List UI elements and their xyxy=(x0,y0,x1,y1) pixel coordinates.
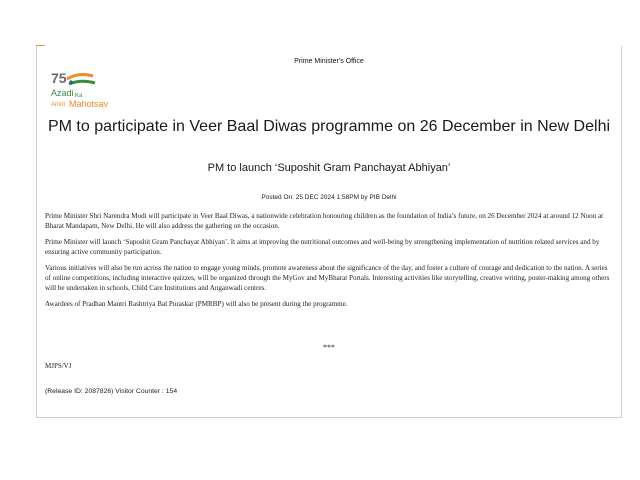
body-paragraph: Awardees of Pradhan Mantri Rashtriya Bal Puraskar (PMRBP) will also be present during the programme. xyxy=(45,299,348,308)
logo-line2: Mahotsav xyxy=(69,99,109,109)
body-paragraph: Various initiatives will also be run across the nation to engage young minds, promote awareness about the significance of the day, and foster a culture of courage and dedication to the nation. A series of online competitions, including interactive quizzes, will be organized through the MyGov and MyBharat Portals. Interesting activities like storytelling, creative writing, poster-making among others will be undertaken in schools, Child Care Institutions and Anganwadi centres. xyxy=(45,263,610,293)
separator: *** xyxy=(323,343,335,352)
logo-line1-suffix: Ka xyxy=(75,93,83,99)
article-body xyxy=(45,211,611,314)
press-release-document xyxy=(36,46,622,418)
author-initials: MJPS/VJ xyxy=(45,362,72,370)
body-paragraph: Prime Minister Shri Narendra Modi will participate in Veer Baal Diwas, a nationwide celebration honouring children as the foundation of India’s future, on 26 December 2024 at around 12 Noon at Bharat Mandapam, New Delhi. He will also address the gathering on the occasion. xyxy=(45,212,604,231)
page-subtitle: PM to launch ‘Suposhit Gram Panchayat Abhiyan’ xyxy=(207,162,451,174)
page-title: PM to participate in Veer Baal Diwas programme on 26 December in New Delhi xyxy=(47,118,611,135)
posted-date: Posted On: 25 DEC 2024 1:58PM by PIB Delhi xyxy=(261,194,397,201)
logo-line2-prefix: Amrit xyxy=(51,102,65,108)
body-paragraph: Prime Minister will launch ‘Suposhit Gram Panchayat Abhiyan’. It aims at improving the nutritional outcomes and well-being by strengthening implementation of nutrition related services and by ensuring active community participation. xyxy=(45,237,600,257)
logo-line1: Azadi xyxy=(51,88,74,98)
azadi-ka-amrit-mahotsav-logo xyxy=(49,70,113,112)
logo-number: 75 xyxy=(51,70,67,86)
release-info: (Release ID: 2087826) Visitor Counter : 154 xyxy=(45,388,178,395)
office-name: Prime Minister's Office xyxy=(294,58,364,65)
